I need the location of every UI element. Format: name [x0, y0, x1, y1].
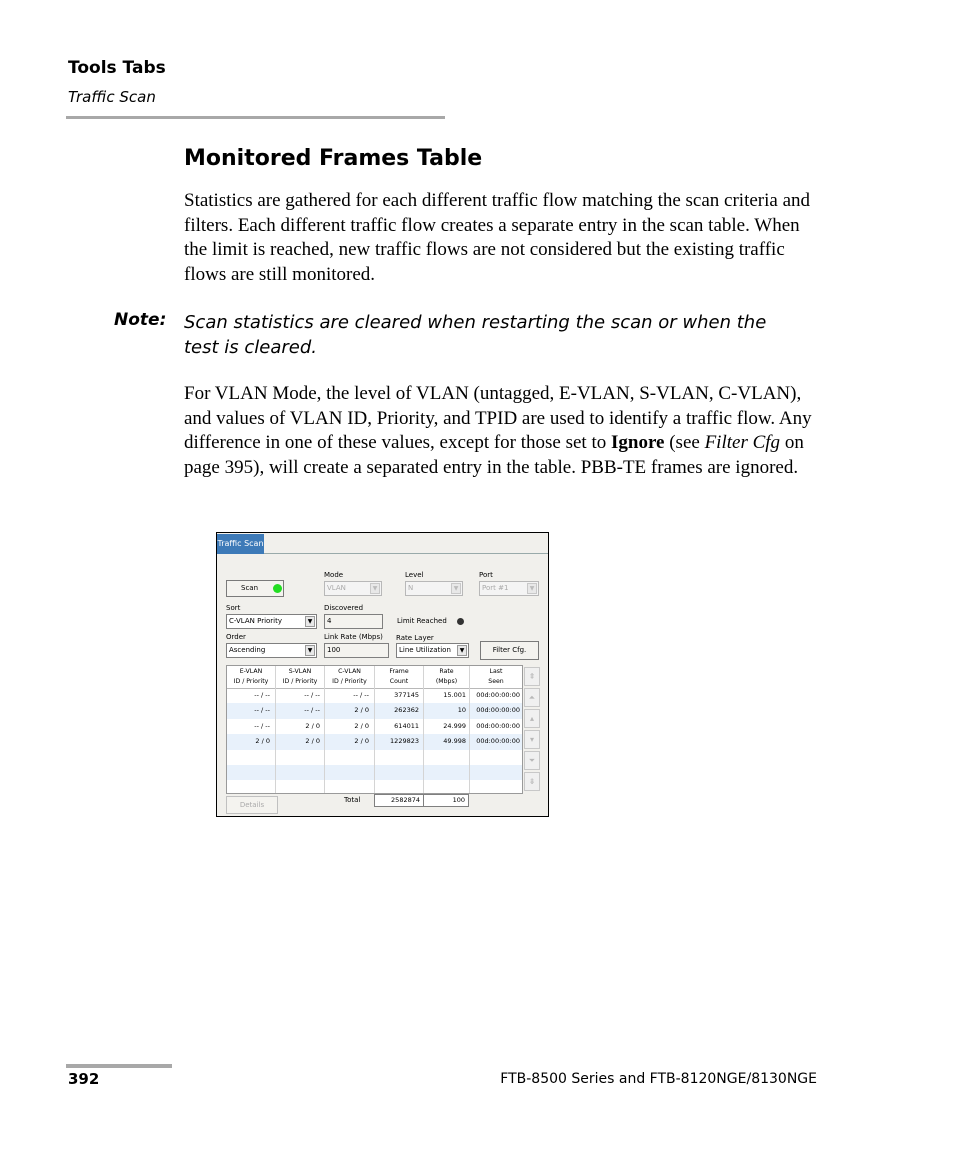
scroll-bottom-button[interactable] [524, 772, 540, 791]
column-divider [423, 666, 424, 793]
page-up-button[interactable] [524, 688, 540, 707]
cell-frame-count: 377145 [394, 691, 419, 699]
link-rate-label: Link Rate (Mbps) [324, 633, 383, 641]
discovered-label: Discovered [324, 604, 364, 612]
cell-rate: 10 [457, 706, 466, 715]
tab-traffic-scan[interactable]: Traffic Scan [217, 534, 264, 554]
chevron-down-icon: ▼ [457, 645, 467, 656]
discovered-value: 4 [324, 614, 383, 629]
column-header-line2: ID / Priority [332, 678, 367, 685]
column-header-last-seen[interactable] [470, 667, 522, 687]
scroll-down-button[interactable] [524, 730, 540, 749]
cell-c-vlan: 2 / 0 [354, 706, 369, 715]
cell-s-vlan: 2 / 0 [305, 737, 320, 746]
page-number: 392 [68, 1070, 100, 1088]
chevron-down-icon: ▼ [527, 583, 537, 594]
port-label: Port [479, 571, 493, 579]
filter-cfg-reference: Filter Cfg [704, 432, 781, 453]
section-title: Monitored Frames Table [184, 146, 483, 171]
running-header-subtitle: Traffic Scan [68, 88, 156, 106]
rate-layer-value: Line Utilization [399, 646, 451, 654]
column-divider [374, 666, 375, 793]
chevron-down-icon: ▼ [305, 616, 315, 627]
scan-button-label: Scan [241, 584, 259, 592]
cell-c-vlan: -- / -- [353, 691, 369, 699]
cell-s-vlan: -- / -- [304, 691, 320, 699]
rate-layer-select[interactable] [396, 643, 469, 658]
column-header-line1: C-VLAN [338, 668, 361, 675]
header-rule [66, 116, 445, 119]
order-label: Order [226, 633, 246, 641]
cell-e-vlan: -- / -- [254, 721, 270, 730]
paragraph-statistics: Statistics are gathered for each different traffic flow matching the scan criteria and filters. Each different traffic flow creates a separate entry in the scan table. When the limit is reached, new traffic flows are not considered but the existing traffic flows are still monitored. [184, 190, 811, 285]
cell-e-vlan: -- / -- [254, 691, 270, 699]
double-chevron-down-icon: ⇟ [528, 777, 536, 786]
column-divider [275, 666, 276, 793]
cell-e-vlan: -- / -- [254, 706, 270, 715]
traffic-scan-screenshot [216, 532, 549, 817]
column-header-frame-count[interactable] [375, 667, 423, 687]
column-header-line1: Last [489, 668, 503, 675]
scan-button[interactable] [226, 580, 284, 597]
cell-e-vlan: 2 / 0 [255, 737, 270, 746]
column-header-line2: (Mbps) [435, 678, 458, 685]
chevron-down-icon: ▼ [305, 645, 315, 656]
double-chevron-down-icon: ⏷ [528, 756, 536, 765]
sort-select[interactable] [226, 614, 317, 629]
cell-last-seen: 00d:00:00:00 [476, 737, 520, 746]
double-chevron-up-icon: ⇞ [528, 672, 536, 681]
link-rate-value: 100 [324, 643, 389, 658]
tab-divider [264, 553, 549, 554]
paragraph-vlan-mode [184, 382, 824, 480]
column-divider [469, 666, 470, 793]
footer-product-name: FTB-8500 Series and FTB-8120NGE/8130NGE [500, 1071, 817, 1087]
note-text: Scan statistics are cleared when restarting the scan or when the test is cleared. [184, 312, 767, 358]
port-select[interactable] [479, 581, 539, 596]
paragraph-vlan-text-1: For VLAN Mode, the level of VLAN (untagged, E-VLAN, S-VLAN, C-VLAN), and values of VLAN ID, Priority, and TPID are used to identify a traffic flow. Any difference in one of these values, except for those set to [184, 383, 812, 453]
mode-value: VLAN [327, 584, 346, 592]
cell-s-vlan: 2 / 0 [305, 721, 320, 730]
scroll-top-button[interactable] [524, 667, 540, 686]
scan-results-table [226, 665, 523, 794]
chevron-down-icon: ▼ [451, 583, 461, 594]
order-select[interactable] [226, 643, 317, 658]
cell-last-seen: 00d:00:00:00 [476, 721, 520, 730]
column-header-rate[interactable] [424, 667, 469, 687]
cell-rate: 15.001 [443, 691, 466, 699]
column-header-line2: Count [389, 678, 409, 685]
port-value: Port #1 [482, 584, 509, 592]
column-header-line1: Rate [439, 668, 454, 675]
chevron-up-icon: ▴ [529, 714, 534, 723]
cell-frame-count: 614011 [394, 721, 419, 730]
column-header-line2: ID / Priority [282, 678, 318, 685]
filter-cfg-button[interactable]: Filter Cfg. [480, 641, 539, 660]
total-rate: 100 [423, 794, 469, 807]
cell-last-seen: 00d:00:00:00 [476, 706, 520, 715]
cell-rate: 49.998 [443, 737, 466, 746]
page-down-button[interactable] [524, 751, 540, 770]
scan-status-led-icon [273, 584, 282, 593]
details-button[interactable]: Details [226, 796, 278, 814]
column-header-s-vlan[interactable] [276, 667, 324, 687]
order-value: Ascending [229, 646, 266, 654]
column-header-line1: Frame [389, 668, 409, 675]
paragraph-vlan-bold: Ignore [611, 432, 665, 453]
scroll-up-button[interactable] [524, 709, 540, 728]
paragraph-vlan-text-3: on page 395), will create a separated entry in the table. PBB-TE frames are ignored. [184, 432, 804, 478]
chevron-down-icon: ▼ [370, 583, 380, 594]
level-value: N [408, 584, 414, 592]
cell-c-vlan: 2 / 0 [354, 737, 369, 746]
note-label: Note: [114, 310, 167, 330]
cell-frame-count: 1229823 [390, 737, 419, 746]
level-label: Level [405, 571, 424, 579]
cell-frame-count: 262362 [394, 706, 419, 715]
column-header-c-vlan[interactable] [325, 667, 374, 687]
mode-label: Mode [324, 571, 344, 579]
cell-rate: 24.999 [443, 721, 466, 730]
column-header-line2: ID / Priority [233, 678, 269, 685]
rate-layer-label: Rate Layer [396, 634, 434, 642]
column-header-line1: S-VLAN [288, 668, 312, 675]
chevron-down-icon: ▾ [529, 735, 534, 744]
column-divider [324, 666, 325, 793]
column-header-e-vlan[interactable] [227, 667, 275, 687]
total-label: Total [344, 796, 361, 804]
limit-reached-label: Limit Reached [397, 617, 447, 625]
cell-last-seen: 00d:00:00:00 [476, 691, 520, 699]
running-header-title: Tools Tabs [68, 58, 166, 78]
sort-label: Sort [226, 604, 241, 612]
total-frame-count: 2582874 [374, 794, 424, 807]
double-chevron-up-icon: ⏶ [528, 693, 536, 702]
level-select[interactable] [405, 581, 463, 596]
paragraph-vlan-text-2: (see [664, 432, 705, 453]
cell-c-vlan: 2 / 0 [354, 721, 369, 730]
column-header-line1: E-VLAN [239, 668, 263, 675]
footer-rule [66, 1064, 172, 1068]
sort-value: C-VLAN Priority [229, 617, 283, 625]
mode-select[interactable] [324, 581, 382, 596]
column-header-line2: Seen [488, 678, 504, 685]
limit-reached-led-icon [457, 618, 464, 625]
cell-s-vlan: -- / -- [304, 706, 320, 715]
